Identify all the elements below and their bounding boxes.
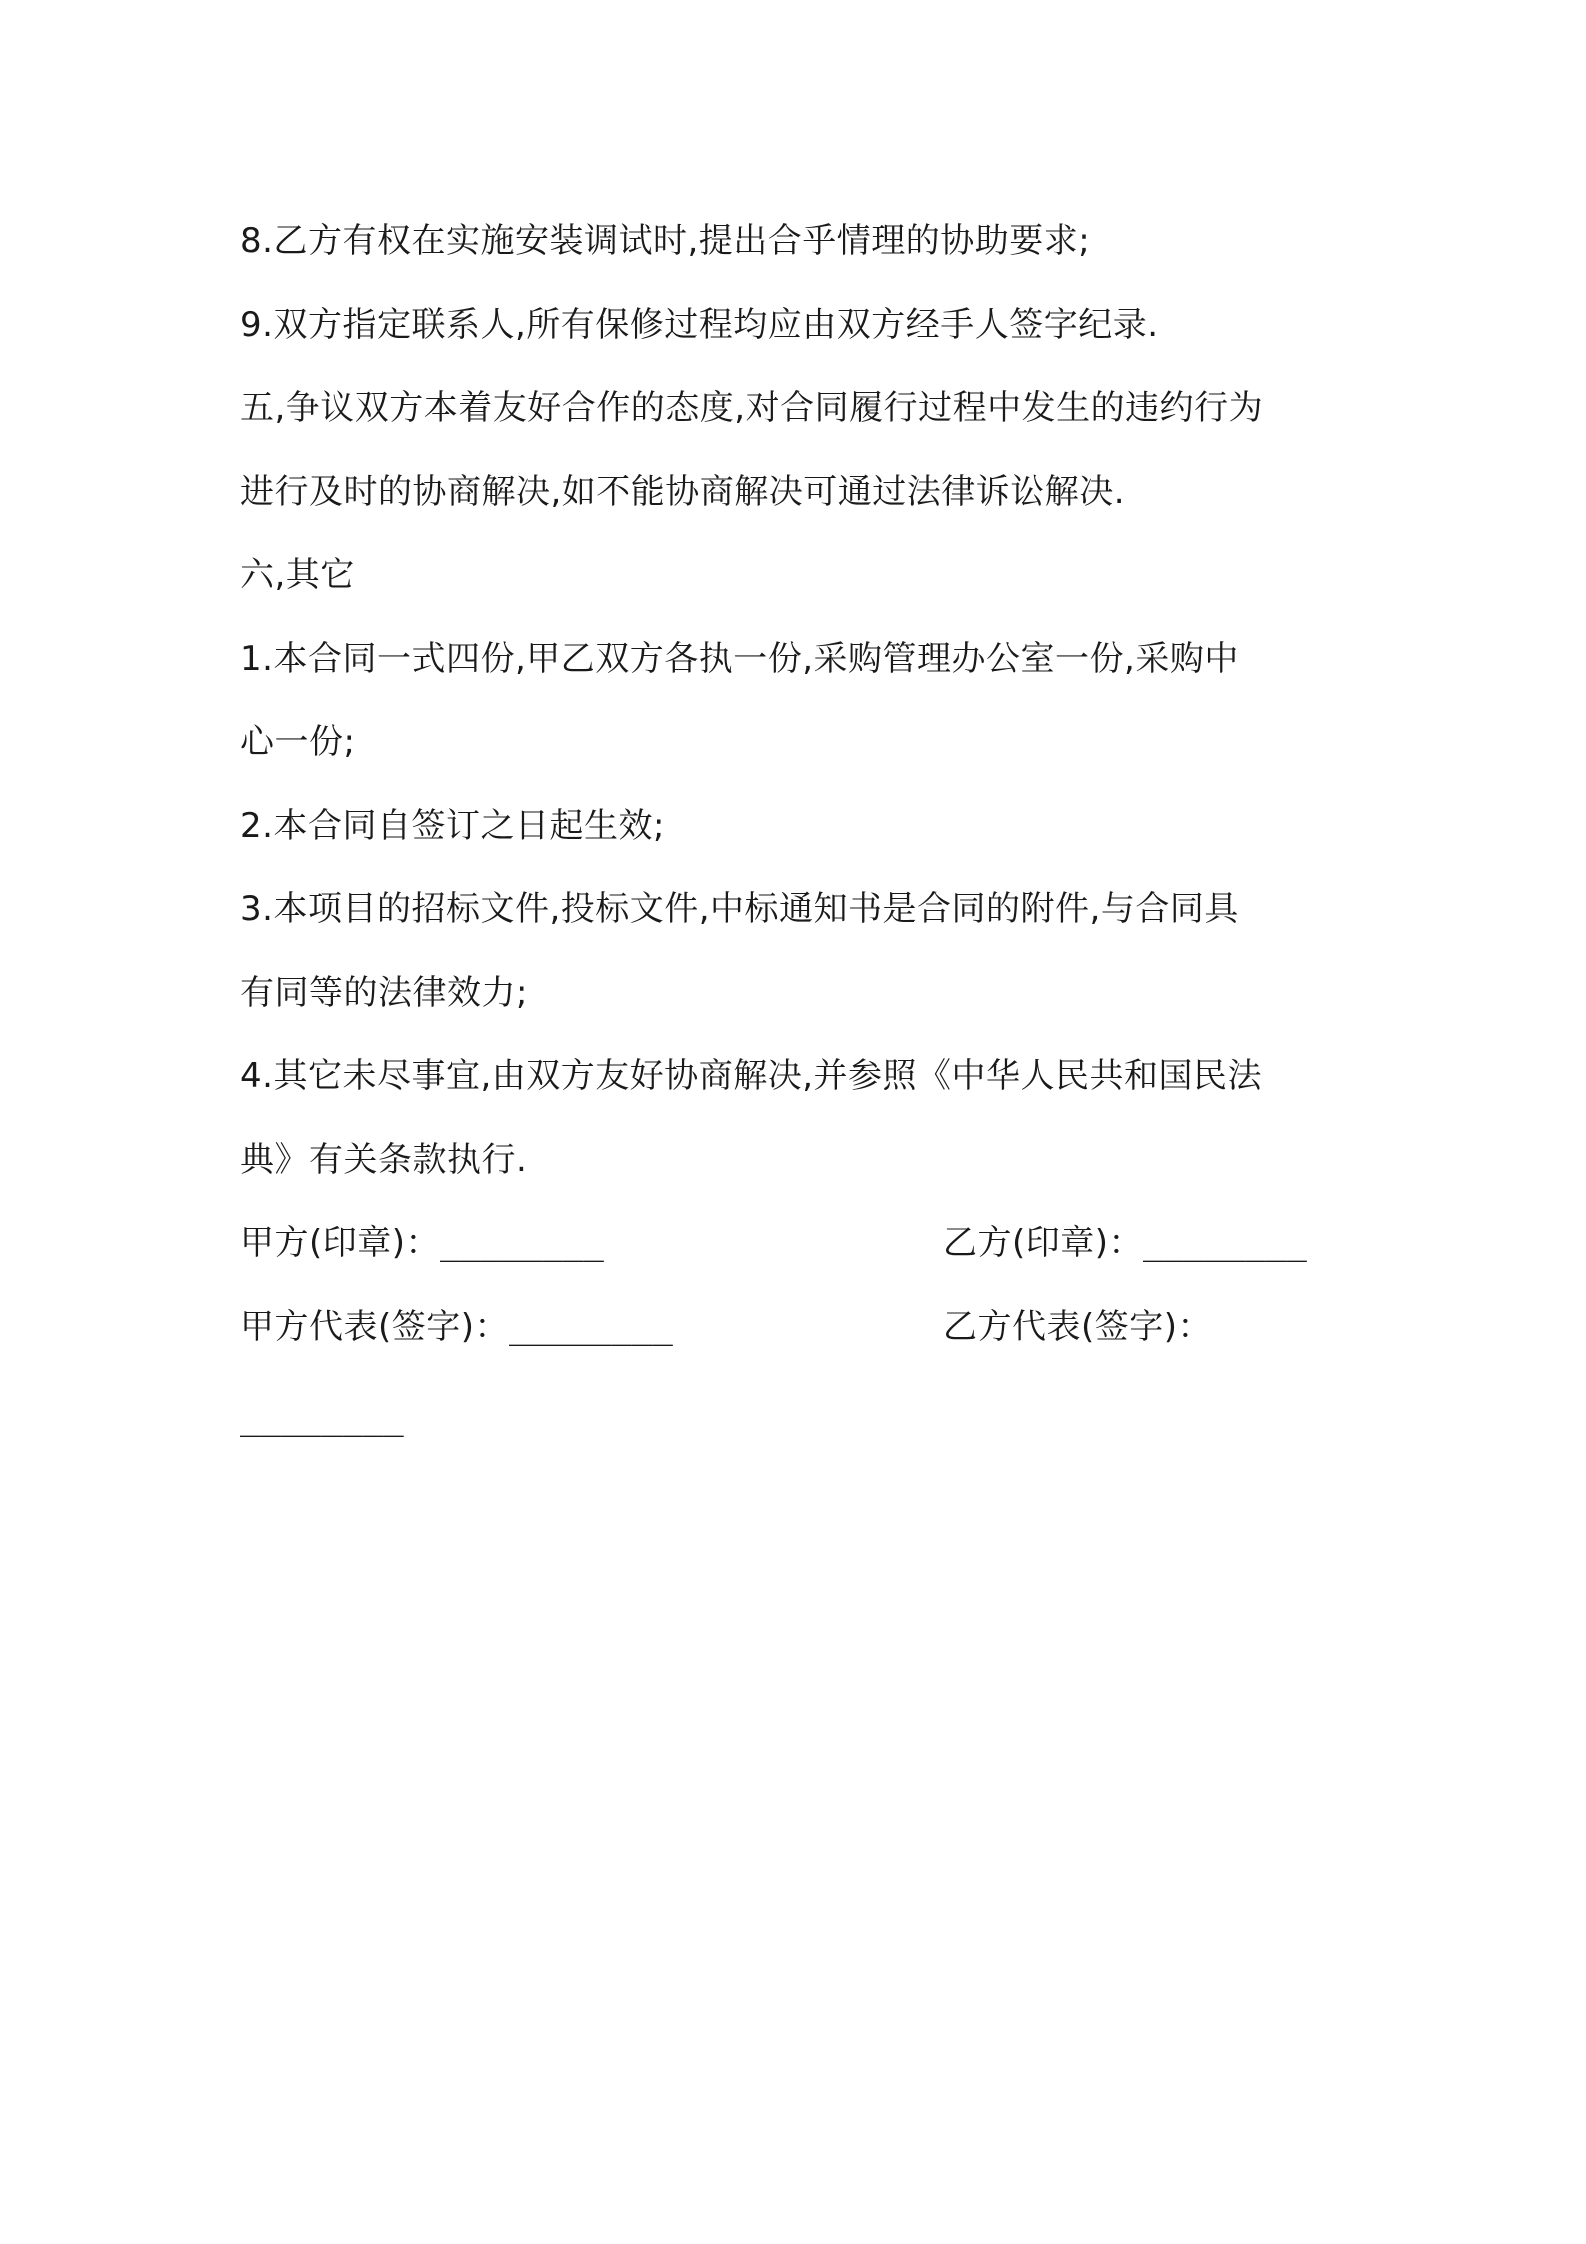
clause-9: 9.双方指定联系人,所有保修过程均应由双方经手人签字纪录. (240, 304, 1159, 345)
other-clause-3-line-1: 3.本项目的招标文件,投标文件,中标通知书是合同的附件,与合同具 (240, 889, 1239, 929)
party-b-rep-blank-wrapped (240, 1377, 1360, 1461)
party-a-seal-blank: ________ (440, 1223, 604, 1263)
other-clause-4-line-1: 4.其它未尽事宜,由双方友好协商解决,并参照《中华人民共和国民法 (240, 1056, 1263, 1096)
representative-signature-row (240, 1286, 1360, 1370)
other-clause-2: 2.本合同自签订之日起生效; (240, 805, 665, 846)
party-b-seal (943, 1202, 1307, 1286)
other-clause-1-line-1: 1.本合同一式四份,甲乙双方各执一份,采购管理办公室一份,采购中 (240, 638, 1239, 679)
seal-signature-row (240, 1202, 1360, 1286)
party-b-seal-label: 乙方(印章)： (943, 1223, 1144, 1263)
party-a-seal-label: 甲方(印章)： (240, 1223, 441, 1263)
section-6-heading: 六,其它 (240, 555, 355, 595)
party-b-seal-blank: ________ (1143, 1223, 1307, 1263)
other-clause-1-line-2: 心一份; (240, 722, 356, 762)
party-a-rep-label: 甲方代表(签字)： (240, 1306, 510, 1347)
party-b-rep-label: 乙方代表(签字)： (943, 1306, 1213, 1347)
other-clause-3-line-2: 有同等的法律效力; (240, 972, 528, 1013)
section-5-dispute-line-1: 五,争议双方本着友好合作的态度,对合同履行过程中发生的违约行为 (240, 388, 1264, 428)
party-b-rep-blank: ________ (240, 1398, 404, 1438)
document-body (240, 200, 1360, 1461)
other-clause-4-line-2: 典》有关条款执行. (240, 1139, 528, 1180)
clause-8: 8.乙方有权在实施安装调试时,提出合乎情理的协助要求; (240, 221, 1091, 261)
section-5-dispute-line-2: 进行及时的协商解决,如不能协商解决可通过法律诉讼解决. (240, 471, 1126, 512)
party-a-rep-blank: ________ (509, 1306, 673, 1347)
party-a-representative (240, 1286, 673, 1370)
party-a-seal (240, 1202, 604, 1286)
party-b-representative (943, 1286, 1212, 1370)
